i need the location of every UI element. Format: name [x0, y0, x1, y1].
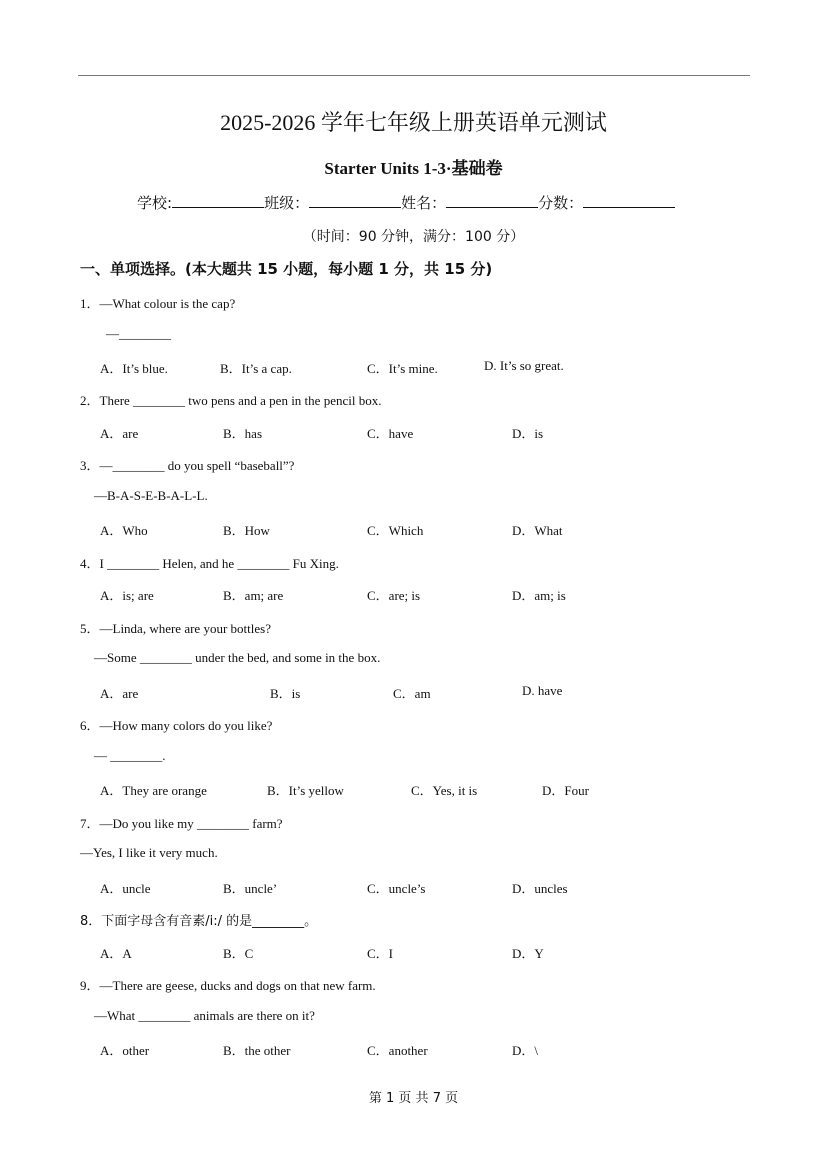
- time-note: （时间：90 分钟，满分：100 分）: [302, 229, 525, 245]
- question-3-option-d[interactable]: D．What: [512, 523, 563, 538]
- question-3-line2: —B-A-S-E-B-A-L-L.: [94, 488, 208, 503]
- name-label: 姓名：: [401, 194, 447, 212]
- question-8-stem: 8．下面字母含有音素/i:/ 的是________。: [80, 914, 318, 929]
- question-9-option-a[interactable]: A．other: [100, 1043, 150, 1058]
- question-2-option-d[interactable]: D．is: [512, 426, 544, 441]
- question-3-option-a[interactable]: A．Who: [100, 523, 148, 538]
- question-4-stem: 4．I ________ Helen, and he ________ Fu Xing.: [80, 556, 339, 571]
- question-8-option-b[interactable]: B．C: [223, 946, 254, 961]
- school-blank[interactable]: [172, 195, 264, 208]
- question-6-option-d[interactable]: D．Four: [542, 783, 589, 798]
- question-2-option-c[interactable]: C．have: [367, 426, 414, 441]
- question-1-line2: —________: [106, 326, 171, 341]
- question-8-option-d[interactable]: D．Y: [512, 946, 544, 961]
- question-3-option-c[interactable]: C．Which: [367, 523, 424, 538]
- question-1-option-a[interactable]: A．It’s blue.: [100, 361, 168, 376]
- question-7-stem: 7．—Do you like my ________ farm?: [80, 816, 283, 831]
- question-4-option-d[interactable]: D．am; is: [512, 588, 566, 603]
- question-4-option-c[interactable]: C．are; is: [367, 588, 421, 603]
- question-9-option-b[interactable]: B．the other: [223, 1043, 291, 1058]
- question-1-stem: 1．—What colour is the cap?: [80, 296, 236, 311]
- question-7-option-a[interactable]: A．uncle: [100, 881, 151, 896]
- question-8-option-a[interactable]: A．A: [100, 946, 132, 961]
- question-4-option-b[interactable]: B．am; are: [223, 588, 284, 603]
- question-3-option-b[interactable]: B．How: [223, 523, 270, 538]
- page-subtitle: Starter Units 1-3·基础卷: [324, 159, 503, 178]
- score-blank[interactable]: [583, 195, 675, 208]
- question-9-option-d[interactable]: D．\: [512, 1043, 539, 1058]
- class-blank[interactable]: [309, 195, 401, 208]
- question-5-option-d[interactable]: D. have: [522, 683, 563, 698]
- question-7-option-c[interactable]: C．uncle’s: [367, 881, 426, 896]
- question-5-option-c[interactable]: C．am: [393, 686, 431, 701]
- info-line: [137, 192, 675, 213]
- question-6-stem: 6．—How many colors do you like?: [80, 718, 273, 733]
- question-2-option-b[interactable]: B．has: [223, 426, 263, 441]
- question-6-line2: — ________.: [94, 748, 166, 763]
- question-9-option-c[interactable]: C．another: [367, 1043, 428, 1058]
- question-5-option-a[interactable]: A．are: [100, 686, 139, 701]
- question-5-stem: 5．—Linda, where are your bottles?: [80, 621, 271, 636]
- question-5-line2: —Some ________ under the bed, and some in the box.: [94, 650, 381, 665]
- question-7-line2: —Yes, I like it very much.: [80, 845, 218, 860]
- question-5-option-b[interactable]: B．is: [270, 686, 301, 701]
- question-6-option-b[interactable]: B．It’s yellow: [267, 783, 344, 798]
- question-9-line2: —What ________ animals are there on it?: [94, 1008, 315, 1023]
- question-1-option-b[interactable]: B．It’s a cap.: [220, 361, 292, 376]
- question-6-option-c[interactable]: C．Yes, it is: [411, 783, 478, 798]
- page-footer: 第 1 页 共 7 页: [368, 1091, 459, 1106]
- score-label: 分数：: [538, 194, 584, 212]
- top-rule: [78, 75, 750, 76]
- question-6-option-a[interactable]: A．They are orange: [100, 783, 207, 798]
- page-title: 2025-2026 学年七年级上册英语单元测试: [220, 110, 607, 135]
- question-2-stem: 2．There ________ two pens and a pen in the pencil box.: [80, 393, 382, 408]
- question-7-option-d[interactable]: D．uncles: [512, 881, 568, 896]
- question-8-option-c[interactable]: C．I: [367, 946, 394, 961]
- question-1-option-d[interactable]: D. It’s so great.: [484, 358, 564, 373]
- question-3-stem: 3．—________ do you spell “baseball”?: [80, 458, 295, 473]
- question-4-option-a[interactable]: A．is; are: [100, 588, 154, 603]
- class-label: 班级：: [264, 194, 310, 212]
- school-label: 学校:: [137, 194, 173, 212]
- section-title: 一、单项选择。(本大题共 15 小题，每小题 1 分，共 15 分): [80, 260, 493, 278]
- name-blank[interactable]: [446, 195, 538, 208]
- question-9-stem: 9．—There are geese, ducks and dogs on that new farm.: [80, 978, 376, 993]
- question-7-option-b[interactable]: B．uncle’: [223, 881, 278, 896]
- question-1-option-c[interactable]: C．It’s mine.: [367, 361, 438, 376]
- question-2-option-a[interactable]: A．are: [100, 426, 139, 441]
